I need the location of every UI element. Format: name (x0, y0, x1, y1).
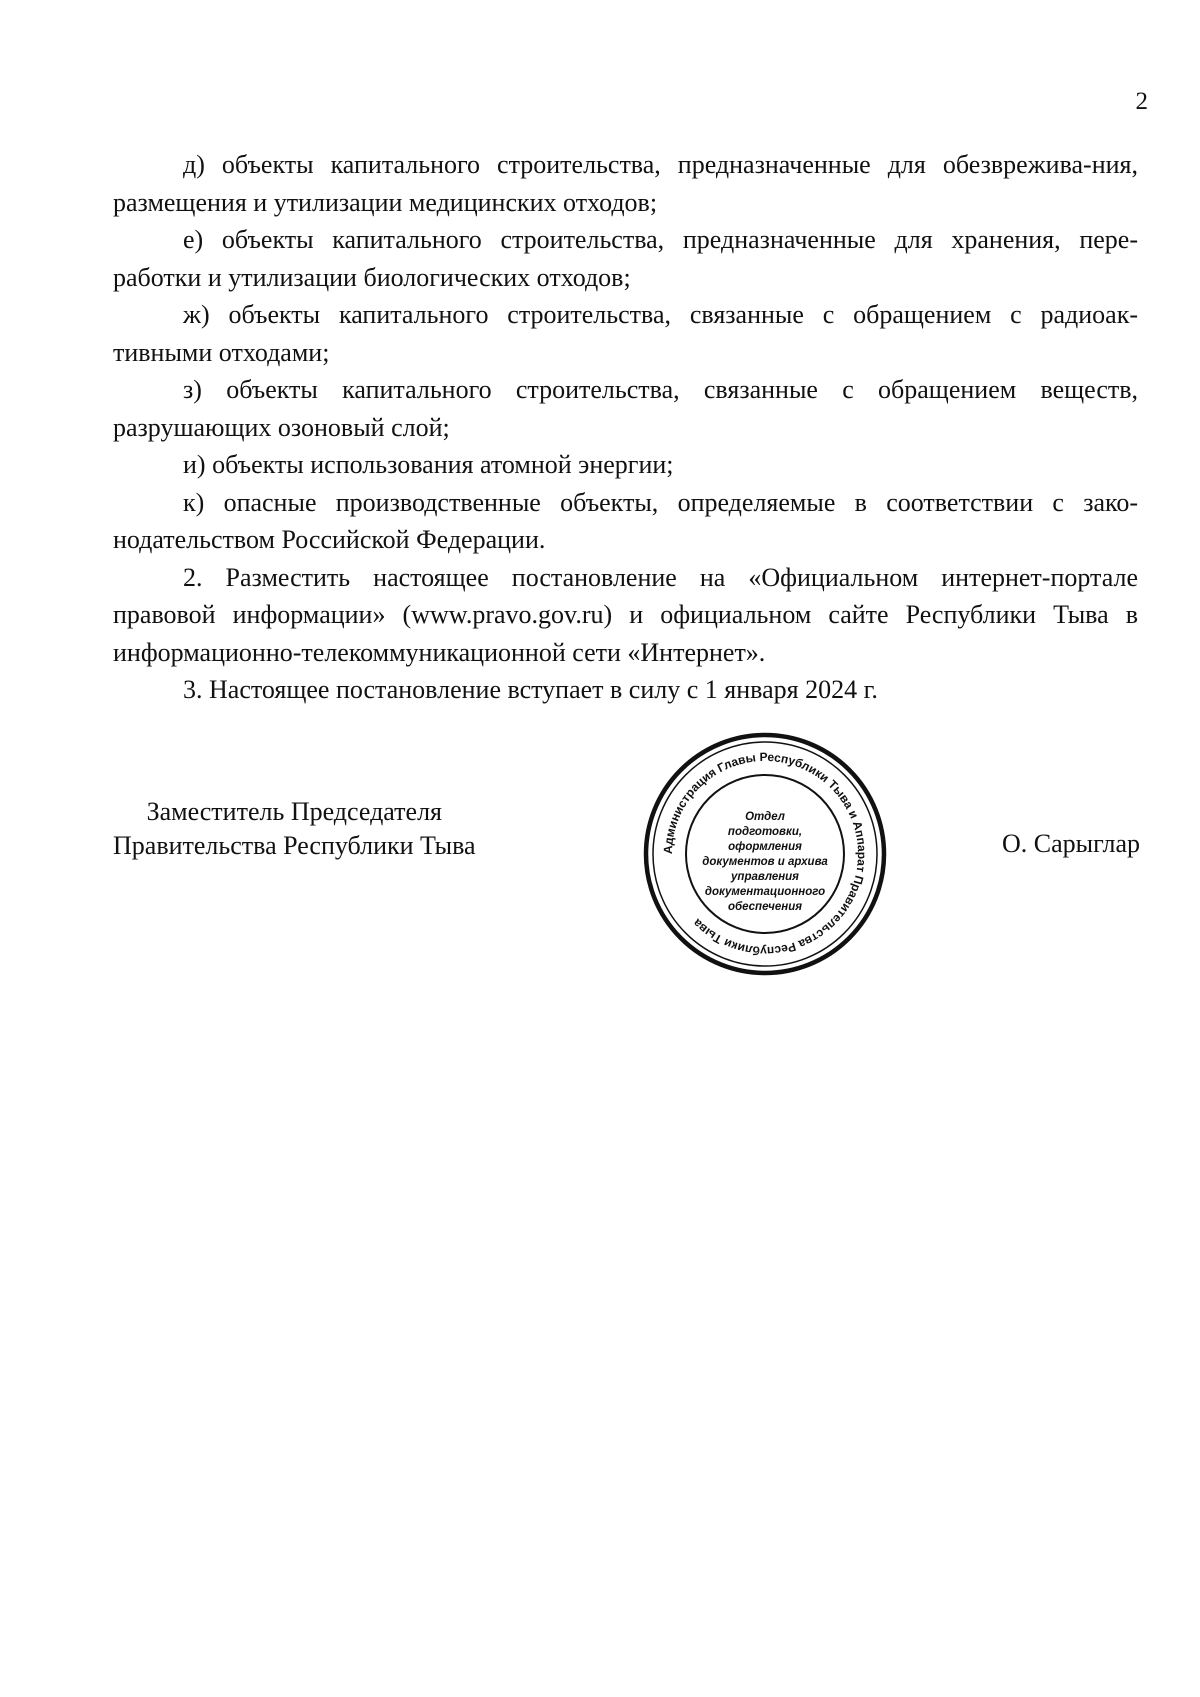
clause-2-publication: 2. Разместить настоящее постановление на «Официальном интернет-портале правовой информации» (www.pravo.gov.ru) и официальном сайте Республики Тыва в информационно-телекоммуникационной сети «Интернет». (113, 562, 1138, 667)
list-item-d: д) объекты капитального строительства, предназначенные для обезврежива-ния, размещения и утилизации медицинских отходов; (113, 150, 1138, 217)
seal-line-2: подготовки, (727, 826, 803, 838)
seal-line-5: управления (731, 871, 799, 883)
signatory-name: О. Сарыглар (1002, 829, 1140, 858)
seal-line-6: документационного (704, 886, 826, 898)
seal-line-1: Отдел (745, 811, 785, 823)
list-item-z: з) объекты капитального строительства, связанные с обращением веществ, разрушающих озоновый слой; (113, 375, 1138, 442)
seal-ring-text: Администрация Главы Республики Тыва и Аппарат Правительства Республики Тыва (660, 749, 870, 959)
page-number: 2 (1135, 88, 1148, 115)
clause-3-effective-date: 3. Настоящее постановление вступает в силу с 1 января 2024 г. (183, 675, 878, 704)
signatory-position-line1: Заместитель Председателя (146, 797, 443, 826)
signatory-position-line2: Правительства Республики Тыва (113, 831, 476, 860)
list-item-k: к) опасные производственные объекты, определяемые в соответствии с зако-нодательством Российской Федерации. (113, 487, 1138, 554)
seal-center-text (702, 811, 828, 913)
document-body (113, 146, 1138, 709)
signatory-position (113, 795, 476, 863)
seal-graphic (641, 730, 889, 978)
official-seal (641, 730, 889, 978)
list-item-i: и) объекты использования атомной энергии; (183, 450, 674, 479)
seal-line-7: обеспечения (727, 901, 803, 913)
seal-line-3: оформления (728, 841, 802, 853)
list-item-zh: ж) объекты капитального строительства, связанные с обращением с радиоак-тивными отходами; (113, 300, 1138, 367)
seal-line-4: документов и архива (702, 856, 828, 868)
seal-outer-ring (646, 735, 884, 973)
list-item-e: е) объекты капитального строительства, предназначенные для хранения, пере-работки и утилизации биологических отходов; (113, 225, 1138, 292)
